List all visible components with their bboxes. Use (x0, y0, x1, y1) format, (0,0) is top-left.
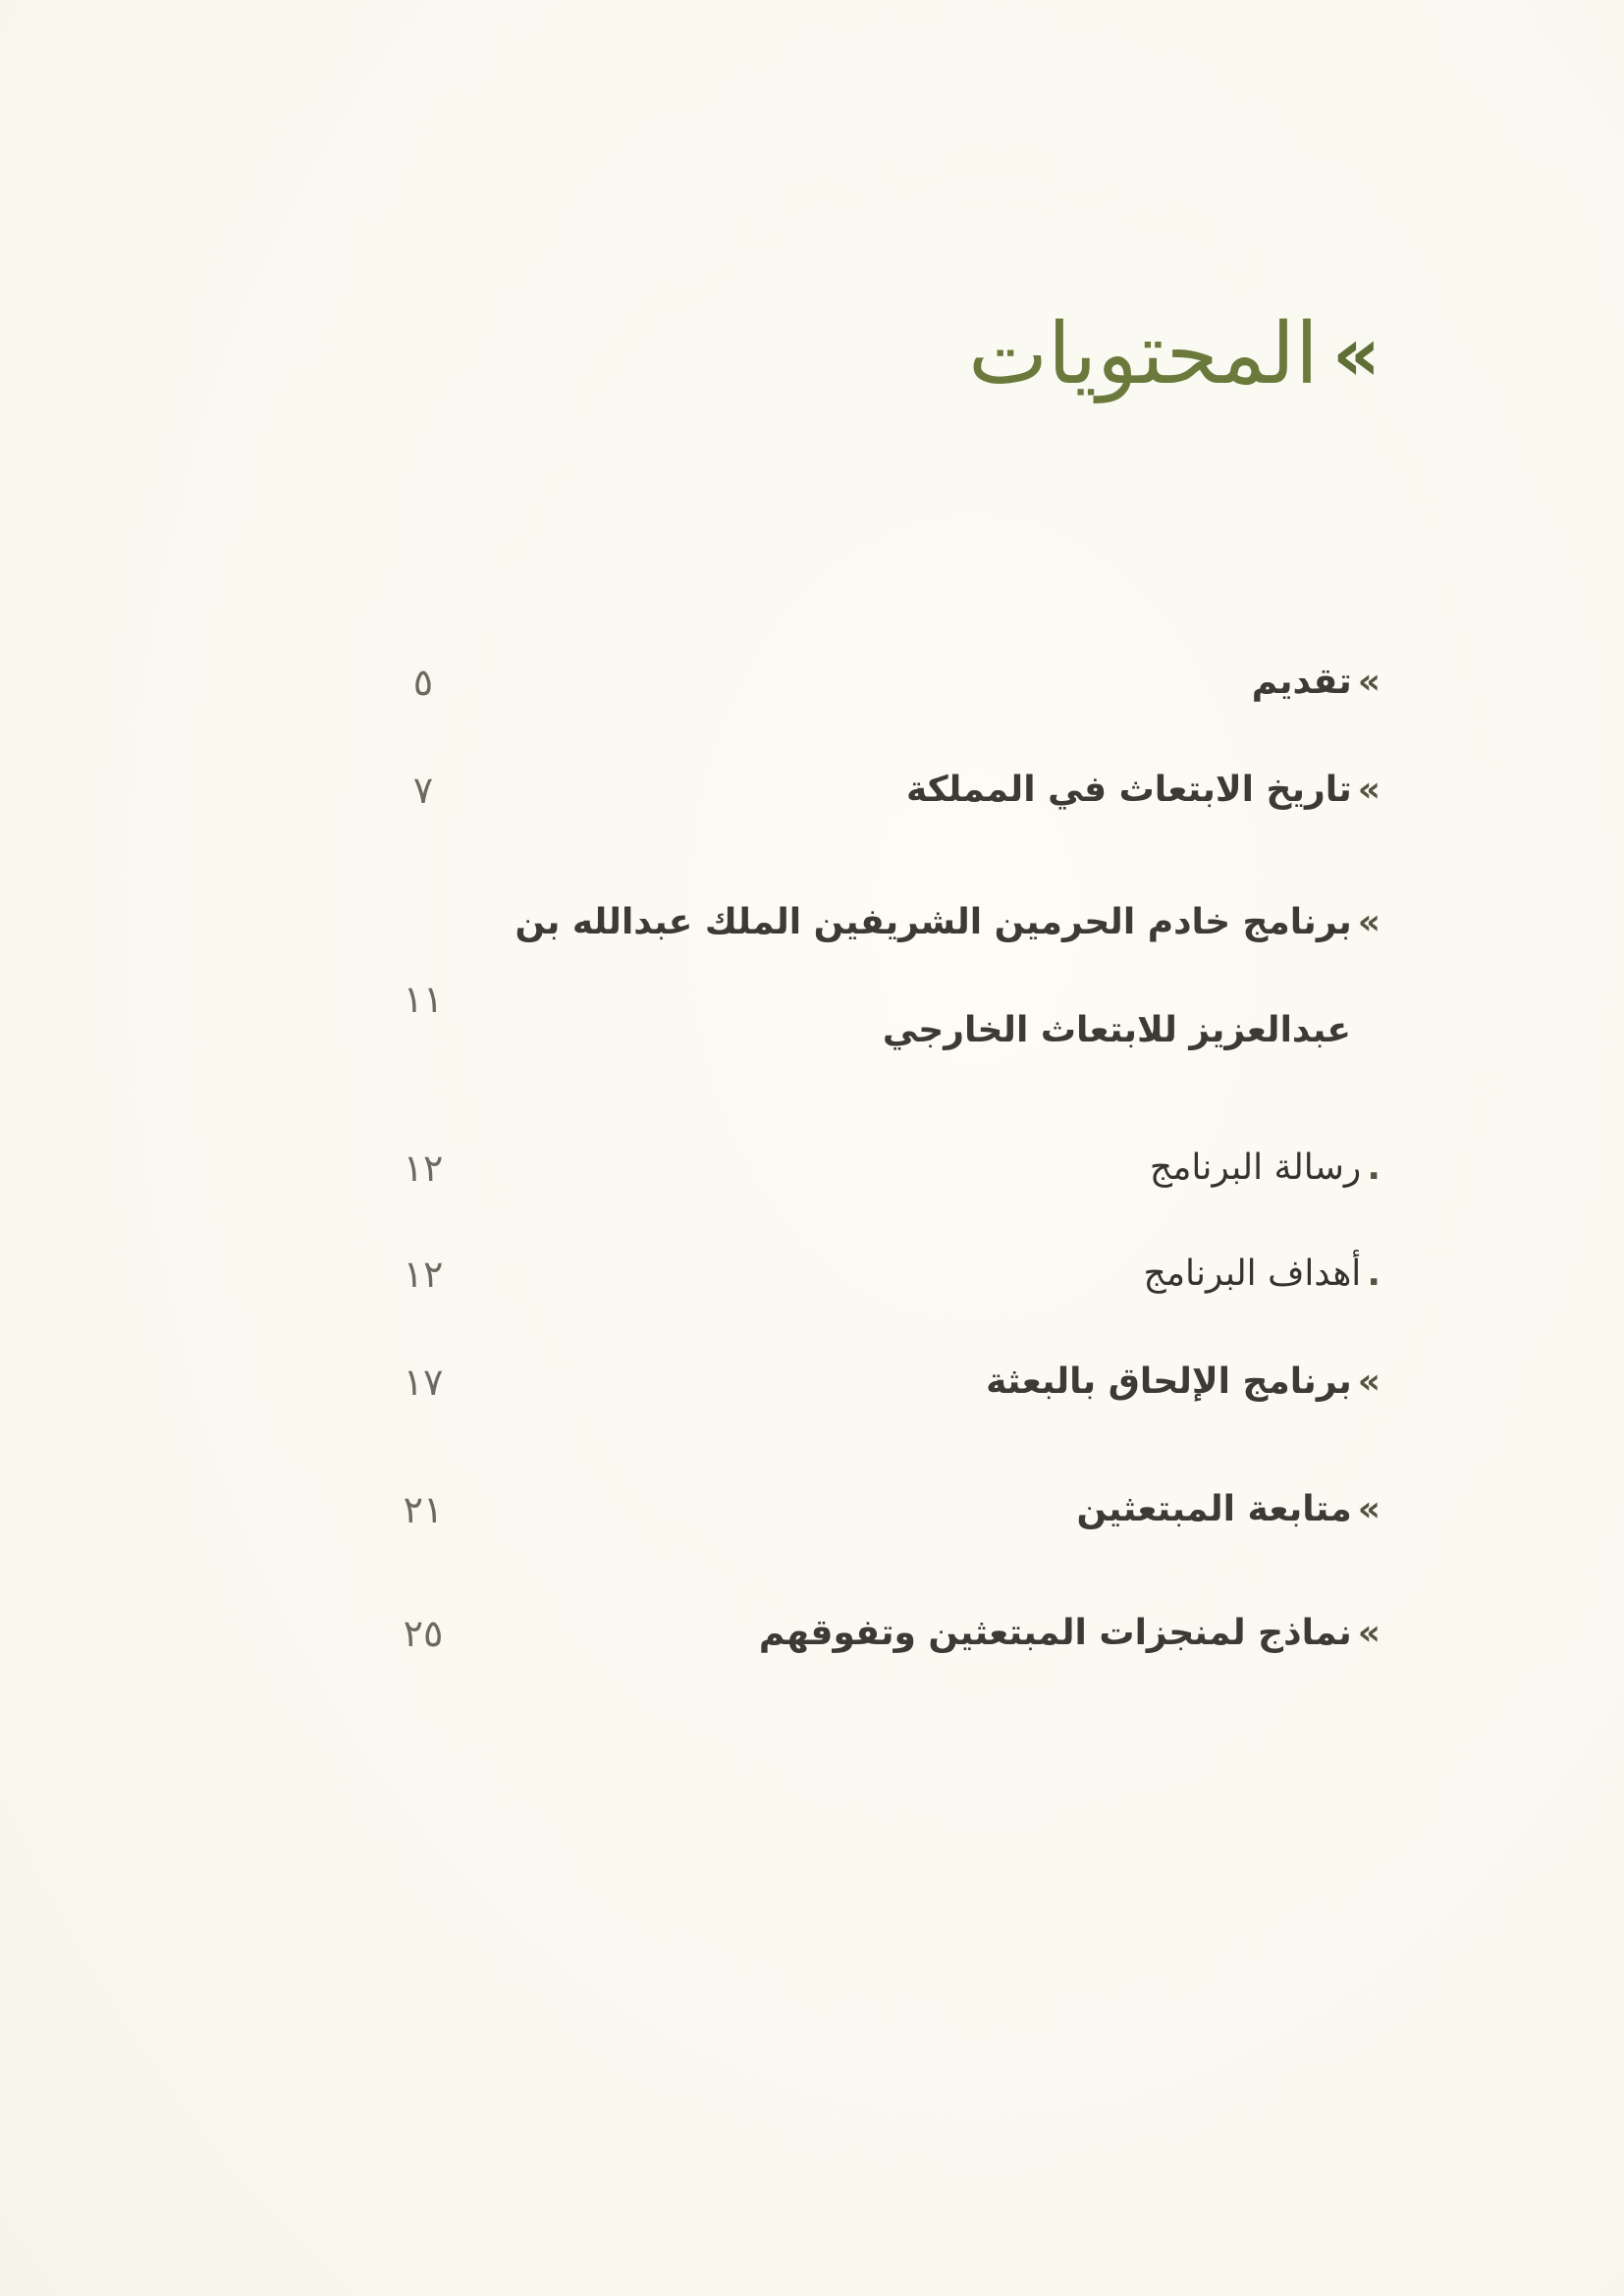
toc-entry[interactable] (389, 1343, 1380, 1421)
title-chevron-icon: » (1331, 310, 1380, 398)
bullet-dot: . (1367, 1148, 1380, 1188)
chevron-icon: » (1357, 1362, 1380, 1402)
toc-entry[interactable] (389, 1594, 1380, 1673)
toc-entry-text: أهداف البرنامج (1143, 1254, 1362, 1294)
chevron-icon: » (1357, 902, 1380, 942)
toc-entry-text: تاريخ الابتعاث في المملكة (905, 770, 1352, 810)
toc-entry-text: نماذج لمنجزات المبتعثين وتفوقهم (758, 1613, 1352, 1653)
toc-page-number: ٢٥ (403, 1612, 444, 1655)
toc-entry-text: متابعة المبتعثين (1076, 1489, 1352, 1529)
toc-entry[interactable] (389, 643, 1380, 721)
toc-page-number: ١١ (403, 978, 444, 1021)
toc-entry-text: عبدالعزيز للابتعاث الخارجي (882, 1010, 1351, 1050)
toc-entry-text: برنامج الإلحاق بالبعثة (986, 1362, 1352, 1402)
toc-entry[interactable] (389, 883, 1380, 962)
toc-page-number: ٧ (412, 769, 434, 812)
toc-entry-title (514, 883, 1380, 962)
toc-page-number: ١٢ (403, 1253, 444, 1296)
toc-entry-title (986, 1343, 1380, 1421)
toc-entry-title (906, 751, 1380, 829)
toc-entry-text: تقديم (1251, 662, 1352, 702)
toc-entry-text: رسالة البرنامج (1149, 1148, 1362, 1188)
page-title (968, 305, 1380, 403)
chevron-icon: » (1357, 770, 1380, 810)
toc-entry-title (759, 1594, 1380, 1673)
toc-entry[interactable] (389, 751, 1380, 829)
toc-entry-text: برنامج خادم الحرمين الشريفين الملك عبدالله بن (514, 902, 1352, 942)
title-text: المحتويات (968, 305, 1319, 403)
toc-entry-continuation[interactable] (389, 978, 1380, 1070)
toc-entry-title (1150, 1129, 1380, 1207)
toc-page-number: ١٧ (403, 1361, 444, 1404)
toc-entry-title (1143, 1235, 1380, 1313)
toc-subentry[interactable] (389, 1129, 1380, 1207)
toc-entry-title (1077, 1470, 1380, 1549)
chevron-icon: » (1357, 1613, 1380, 1653)
toc-subentry[interactable] (389, 1235, 1380, 1313)
toc-entry[interactable] (389, 1470, 1380, 1549)
chevron-icon: » (1357, 662, 1380, 702)
toc-page-number: ٢١ (403, 1488, 444, 1531)
toc-page-number: ١٢ (403, 1147, 444, 1190)
toc-entry-title (883, 991, 1357, 1070)
chevron-icon: » (1357, 1489, 1380, 1529)
toc-entry-title (1252, 643, 1380, 721)
toc-page-number: ٥ (412, 661, 434, 704)
bullet-dot: . (1367, 1254, 1380, 1294)
